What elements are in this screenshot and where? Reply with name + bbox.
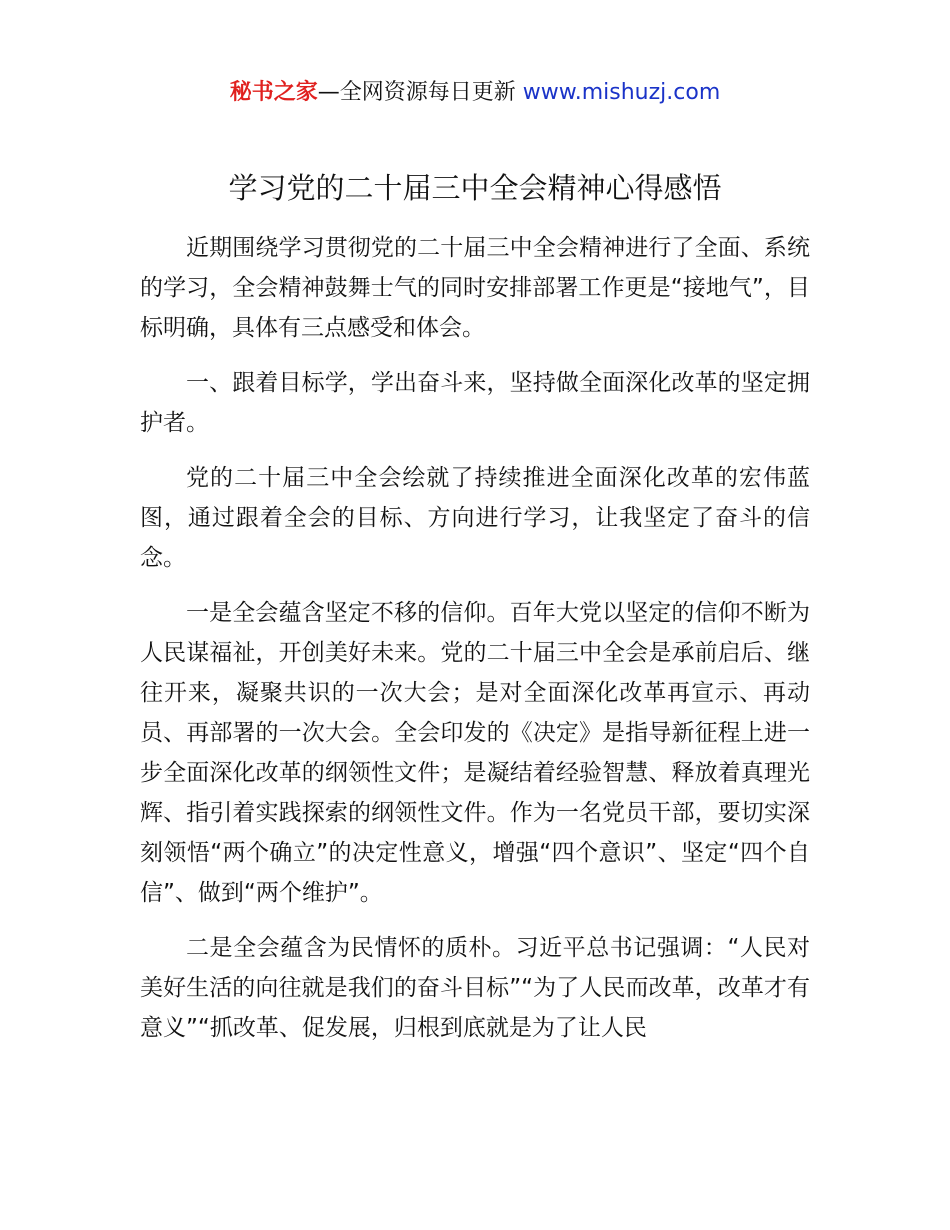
paragraph-point-one: 一是全会蕴含坚定不移的信仰。百年大党以坚定的信仰不断为人民谋福祉，开创美好未来。党的二十届三中全会是承前启后、继往开来，凝聚共识的一次大会；是对全面深化改革再宣示、再动员、再部署的一次大会。全会印发的《决定》是指导新征程上进一步全面深化改革的纲领性文件；是凝结着经验智慧、释放着真理光辉、指引着实践探索的纲领性文件。作为一名党员干部，要切实深刻领悟“两个确立”的决定性意义，增强“四个意识”、坚定“四个自信”、做到“两个维护”。 [140, 600, 810, 906]
paragraph-section-one-summary: 党的二十届三中全会绘就了持续推进全面深化改革的宏伟蓝图，通过跟着全会的目标、方向进行学习，让我坚定了奋斗的信念。 [140, 465, 810, 571]
paragraph-intro: 近期围绕学习贯彻党的二十届三中全会精神进行了全面、系统的学习，全会精神鼓舞士气的同时安排部署工作更是“接地气”，目标明确，具体有三点感受和体会。 [140, 235, 810, 341]
paragraph-point-two: 二是全会蕴含为民情怀的质朴。习近平总书记强调：“人民对美好生活的向往就是我们的奋斗目标”“为了人民而改革，改革才有意义”“抓改革、促发展，归根到底就是为了让人民 [140, 935, 810, 1041]
site-brand: 秘书之家 [229, 80, 318, 105]
site-tagline: —全网资源每日更新 [317, 80, 523, 105]
document-title: 学习党的二十届三中全会精神心得感悟 [228, 171, 722, 205]
site-header [0, 76, 950, 110]
paragraph-section-one-heading: 一、跟着目标学，学出奋斗来，坚持做全面深化改革的坚定拥护者。 [140, 370, 810, 436]
document-body [140, 228, 810, 1063]
site-url-link[interactable]: www.mishuzj.com [522, 80, 721, 105]
